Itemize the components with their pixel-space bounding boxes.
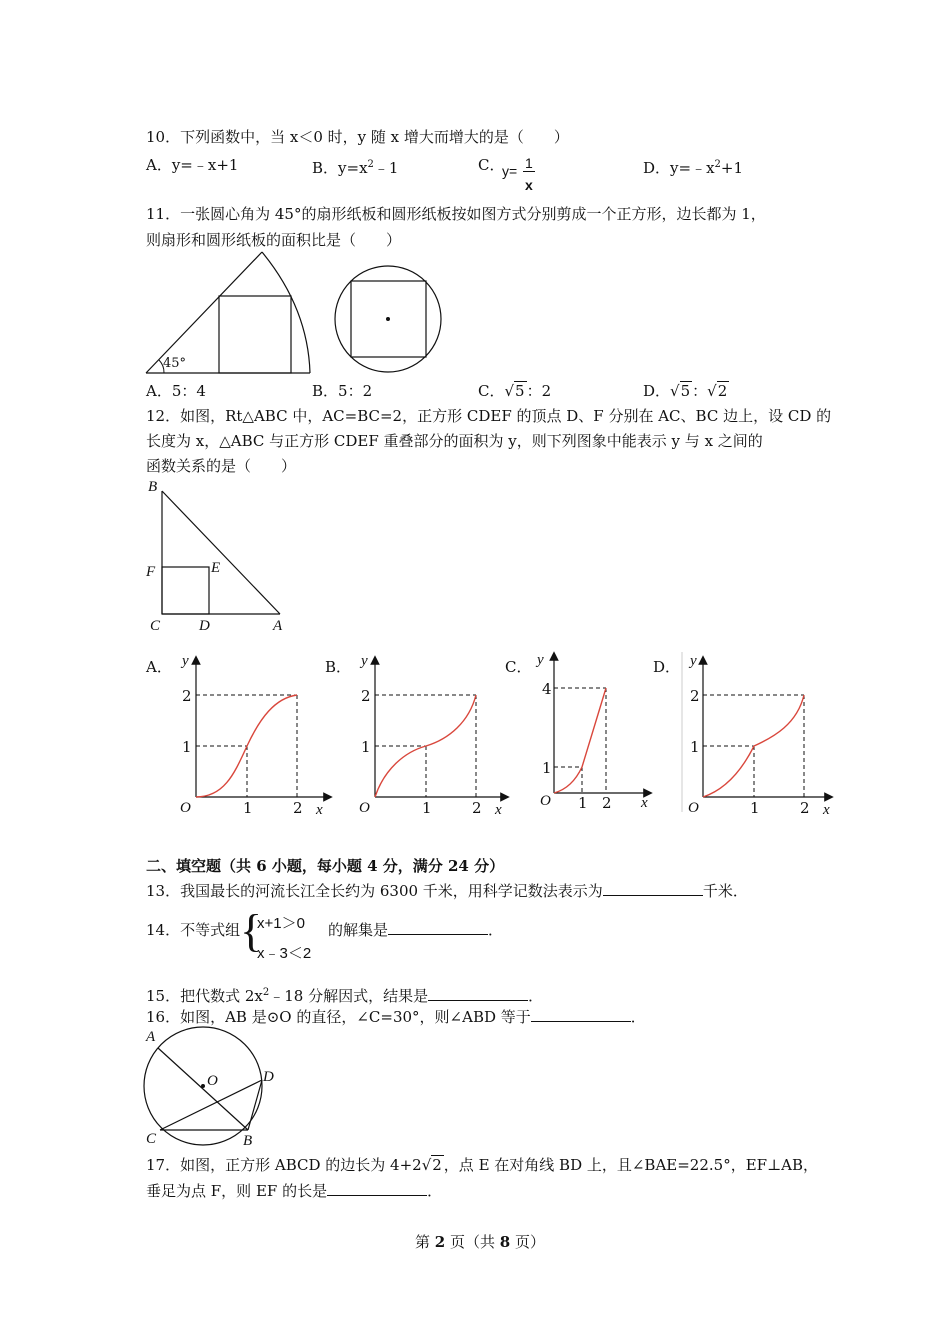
q10-option-a: A．y=﹣x+1 [146, 156, 239, 174]
graph-d-origin: O [688, 800, 699, 816]
graph-d-xtick-1: 1 [750, 799, 760, 817]
q11-option-d: D．√5 ：√2 [643, 382, 728, 400]
q14-blank[interactable] [388, 920, 488, 935]
sector-angle-label: 45° [163, 356, 187, 371]
point-C-label: C [150, 618, 161, 634]
q14-post: 的解集是 ． [328, 921, 504, 939]
graph-b-xlabel: x [495, 802, 502, 818]
q16-point-O: O [207, 1073, 218, 1089]
graph-a-xtick-1: 1 [243, 799, 253, 817]
q11-stem-line1: 11．一张圆心角为 45°的扇形纸板和圆形纸板按如图方式分别剪成一个正方形，边长都为 1， [146, 205, 766, 223]
graph-a-ytick-2: 2 [182, 687, 192, 705]
q11-option-b: B．5：2 [312, 382, 373, 400]
graph-a-xlabel: x [316, 802, 323, 818]
q15-blank[interactable] [428, 986, 528, 1001]
q11-stem-line2: 则扇形和圆形纸板的面积比是（ ） [146, 231, 402, 249]
graph-d [679, 652, 839, 820]
graph-c-xtick-2: 2 [602, 794, 612, 812]
q17-line2: 垂足为点 F，则 EF 的长是 ． [146, 1182, 443, 1200]
q10-option-c-den: x [525, 177, 533, 193]
q12-stem-line3: 函数关系的是（ ） [146, 457, 297, 475]
graph-c-xtick-1: 1 [578, 794, 588, 812]
graph-b-xtick-2: 2 [472, 799, 482, 817]
graph-d-ylabel: y [690, 653, 697, 669]
graph-b-ytick-1: 1 [361, 738, 371, 756]
q10-option-b: B．$y=x^2﹣1$ [312, 159, 399, 177]
graph-b-xtick-1: 1 [422, 799, 432, 817]
graph-c-ytick-1: 1 [542, 759, 552, 777]
q11-option-a: A．5：4 [146, 382, 206, 400]
graph-d-ytick-1: 1 [690, 738, 700, 756]
q10-option-c-pre: y= [502, 163, 518, 179]
q14-brace: { [240, 905, 263, 956]
q12-stem-line2: 长度为 x，△ABC 与正方形 CDEF 重叠部分的面积为 y，则下列图象中能表示 y 与 x 之间的 [146, 432, 763, 450]
point-B-label: B [148, 479, 158, 495]
graph-a-ylabel: y [182, 653, 189, 669]
graph-b [349, 652, 519, 820]
graph-a-xtick-2: 2 [293, 799, 303, 817]
q10-option-c-num: 1 [525, 155, 533, 171]
q10-stem: 10．下列函数中，当 x＜0 时，y 随 x 增大而增大的是（ ） [146, 128, 569, 146]
graph-c-ytick-4: 4 [542, 680, 552, 698]
q12-option-b-label: B． [325, 658, 352, 676]
graph-d-xtick-2: 2 [800, 799, 810, 817]
graph-b-ylabel: y [361, 653, 368, 669]
q16-point-B: B [243, 1133, 253, 1149]
q12-option-a-label: A． [146, 658, 172, 676]
q16-point-D: D [263, 1069, 274, 1085]
graph-a-origin: O [180, 800, 191, 816]
point-E-label: E [211, 560, 221, 576]
q12-stem-line1: 12．如图，Rt△ABC 中，AC=BC=2，正方形 CDEF 的顶点 D、F 分别在 AC、BC 边上，设 CD 的 [146, 407, 832, 425]
graph-c [530, 650, 660, 810]
graph-a-ytick-1: 1 [182, 738, 192, 756]
graph-c-xlabel: x [641, 795, 648, 811]
q10-option-d: D．$y=﹣x^2+1$ [643, 159, 744, 177]
point-D-label: D [199, 618, 210, 634]
q15: 15．把代数式 $2x^2﹣18$ 分解因式，结果是 ． [146, 987, 544, 1005]
q10-option-c-label: C． [478, 156, 505, 174]
q17-blank[interactable] [327, 1181, 427, 1196]
point-A-label: A [273, 618, 283, 634]
q12-option-d-label: D． [653, 658, 681, 676]
point-F-label: F [146, 564, 156, 580]
section-2-heading: 二、填空题（共 6 小题，每小题 4 分，满分 24 分） [146, 857, 505, 875]
q12-option-c-label: C． [505, 658, 532, 676]
page-footer: 第 2 页（共 8 页） [415, 1233, 545, 1251]
q16-blank[interactable] [531, 1007, 631, 1022]
graph-b-ytick-2: 2 [361, 687, 371, 705]
q13: 13．我国最长的河流长江全长约为 6300 千米，用科学记数法表示为 千米． [146, 882, 748, 900]
q11-option-c: C．√5 ：2 [478, 382, 552, 400]
q16: 16．如图，AB 是⊙O 的直径，∠C=30°，则∠ABD 等于 ． [146, 1008, 646, 1026]
q14-ineq-1: x+1＞0 [257, 915, 305, 932]
graph-b-origin: O [359, 800, 370, 816]
graph-d-xlabel: x [823, 802, 830, 818]
q16-point-A: A [146, 1029, 156, 1045]
graph-d-ytick-2: 2 [690, 687, 700, 705]
q14-pre: 14．不等式组 [146, 921, 241, 939]
q17-line1: 17．如图，正方形 ABCD 的边长为 4+2√2 ，点 E 在对角线 BD 上，且∠BAE=22.5°，EF⊥AB， [146, 1156, 819, 1174]
graph-c-ylabel: y [537, 652, 544, 668]
circle-figure [330, 264, 444, 378]
q16-point-C: C [146, 1131, 157, 1147]
q13-blank[interactable] [603, 881, 703, 896]
graph-c-origin: O [540, 793, 551, 809]
graph-a [170, 652, 340, 820]
q14-ineq-2: x﹣3＜2 [257, 945, 312, 962]
